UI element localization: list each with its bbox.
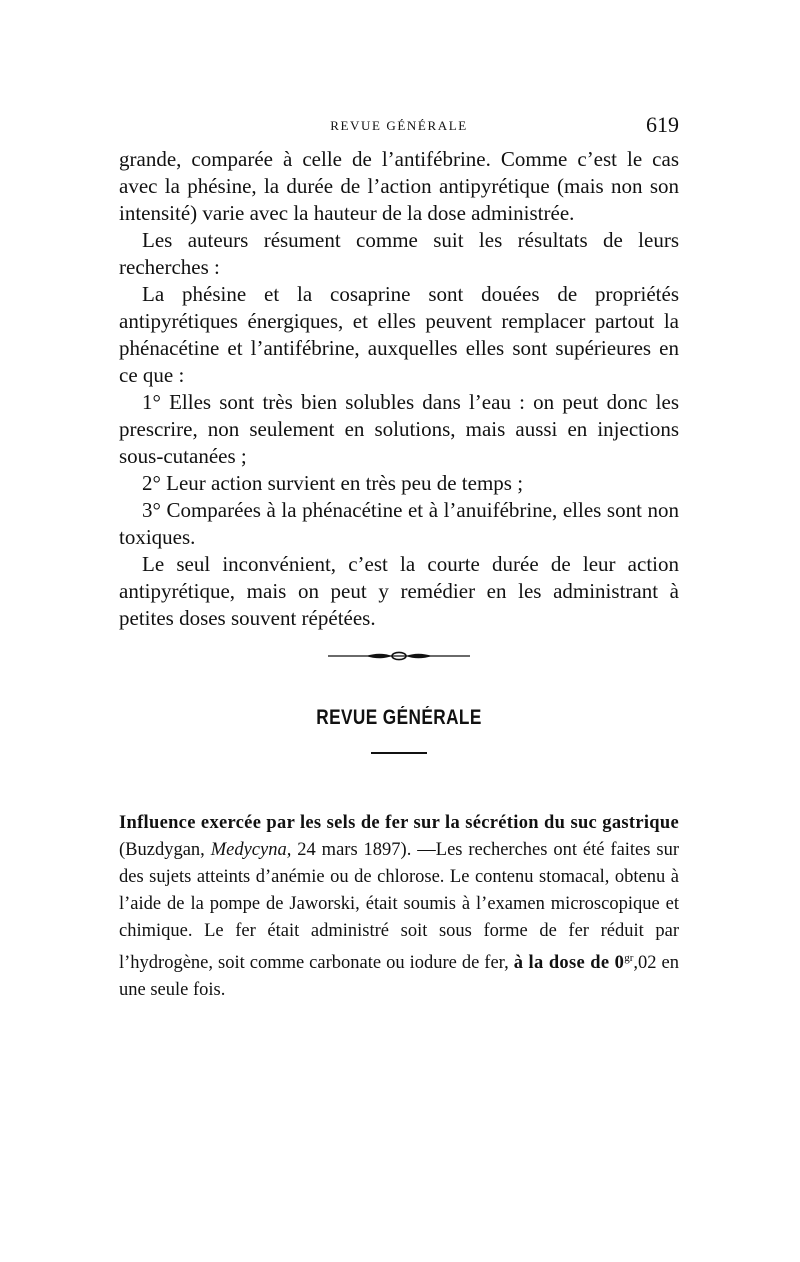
article-headline: Influence exercée par les sels de fer sur la sécrétion du suc gastrique <box>119 813 679 833</box>
list-item-speed: 2° Leur action survient en très peu de temps ; <box>142 471 524 495</box>
ornament-divider-icon <box>328 650 470 662</box>
paragraph-conclusion: La phésine et la cosaprine sont douées de propriétés antipyrétiques énergiques, et elles peuvent remplacer partout la phénacétine et l’antifébrine, auxquelles elles sont supérieures en ce que : <box>119 282 679 387</box>
running-head <box>119 112 679 146</box>
paragraph-drawback: Le seul inconvénient, c’est la courte durée de leur action antipyrétique, mais on peut y remédier en les administrant à petites doses souvent répétées. <box>119 552 679 630</box>
list-item-solubility: 1° Elles sont très bien solubles dans l’eau : on peut donc les prescrire, non seulement en solutions, mais aussi en injections sous-cutanées ; <box>119 390 679 468</box>
running-title: REVUE GÉNÉRALE <box>330 118 468 133</box>
article-paragraph <box>119 810 679 1004</box>
unit-superscript: gr <box>624 952 634 964</box>
journal-name: Medycyna, <box>210 840 292 860</box>
book-page <box>119 112 679 1023</box>
paragraph-summary-intro: Les auteurs résument comme suit les résultats de leurs recherches : <box>119 228 679 279</box>
article-body-end: ,02 en une seule fois. <box>119 953 679 1000</box>
citation-close: 24 mars 1897). — <box>291 840 436 860</box>
page-number: 619 <box>646 112 679 137</box>
section-title: REVUE GÉNÉRALE <box>316 706 482 729</box>
title-rule <box>371 752 427 754</box>
list-item-toxicity: 3° Comparées à la phénacétine et à l’anuifébrine, elles sont non toxiques. <box>119 498 679 549</box>
article-body-start: Les recherches ont été faites sur des sujets atteints d’anémie ou de chlorose. Le contenu stomacal, obtenu à l’aide de la pompe de Jaworski, était soumis à l’examen microscopique et chimique. Le fer était administré soit sous forme de fer réduit par l’hydrogène, soit comme carbonate ou iodure de fer, <box>119 840 679 973</box>
article-body-bold: à la dose de 0 <box>513 953 625 973</box>
paragraph-continuation: grande, comparée à celle de l’antifébrine. Comme c’est le cas avec la phésine, la durée de l’action antipyrétique (mais non son intensité) varie avec la hauteur de la dose administrée. <box>119 147 679 225</box>
citation-open: (Buzdygan, <box>119 840 211 860</box>
